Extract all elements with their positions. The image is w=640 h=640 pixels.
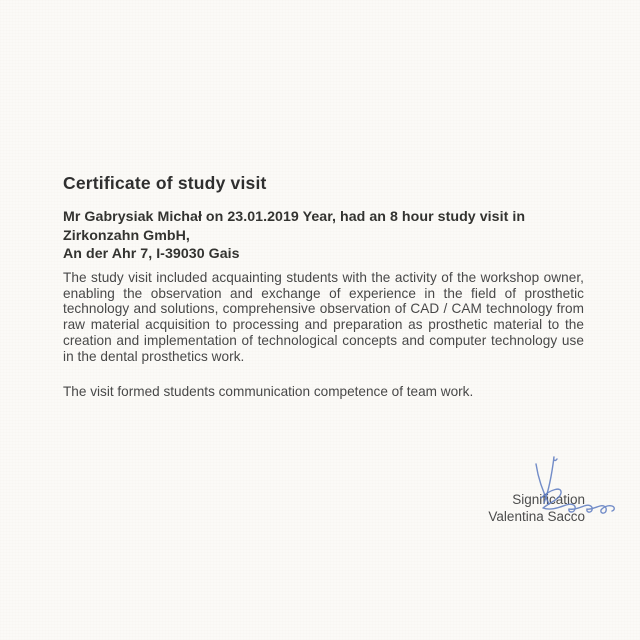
certificate-closing-line: The visit formed students communication competence of team work. [63,384,474,399]
certificate-subject: Mr Gabrysiak Michał on 23.01.2019 Year, had an 8 hour study visit in Zirkonzahn GmbH, An der Ahr 7, I-39030 Gais [63,209,526,262]
signature-block [488,492,585,525]
certificate-title: Certificate of study visit [63,173,267,193]
signature-label: Signification [512,492,585,507]
certificate-body-paragraph: The study visit included acquainting students with the activity of the workshop owner, enabling the observation and exchange of experience in the field of prosthetic technology and solutions, comprehensive observation of CAD / CAM technology from raw material acquisition to processing and preparation as prosthetic material to the creation and implementation of technological concepts and computer technology use in the dental prosthetics work. [63,270,584,364]
signature-name: Valentina Sacco [488,508,585,524]
